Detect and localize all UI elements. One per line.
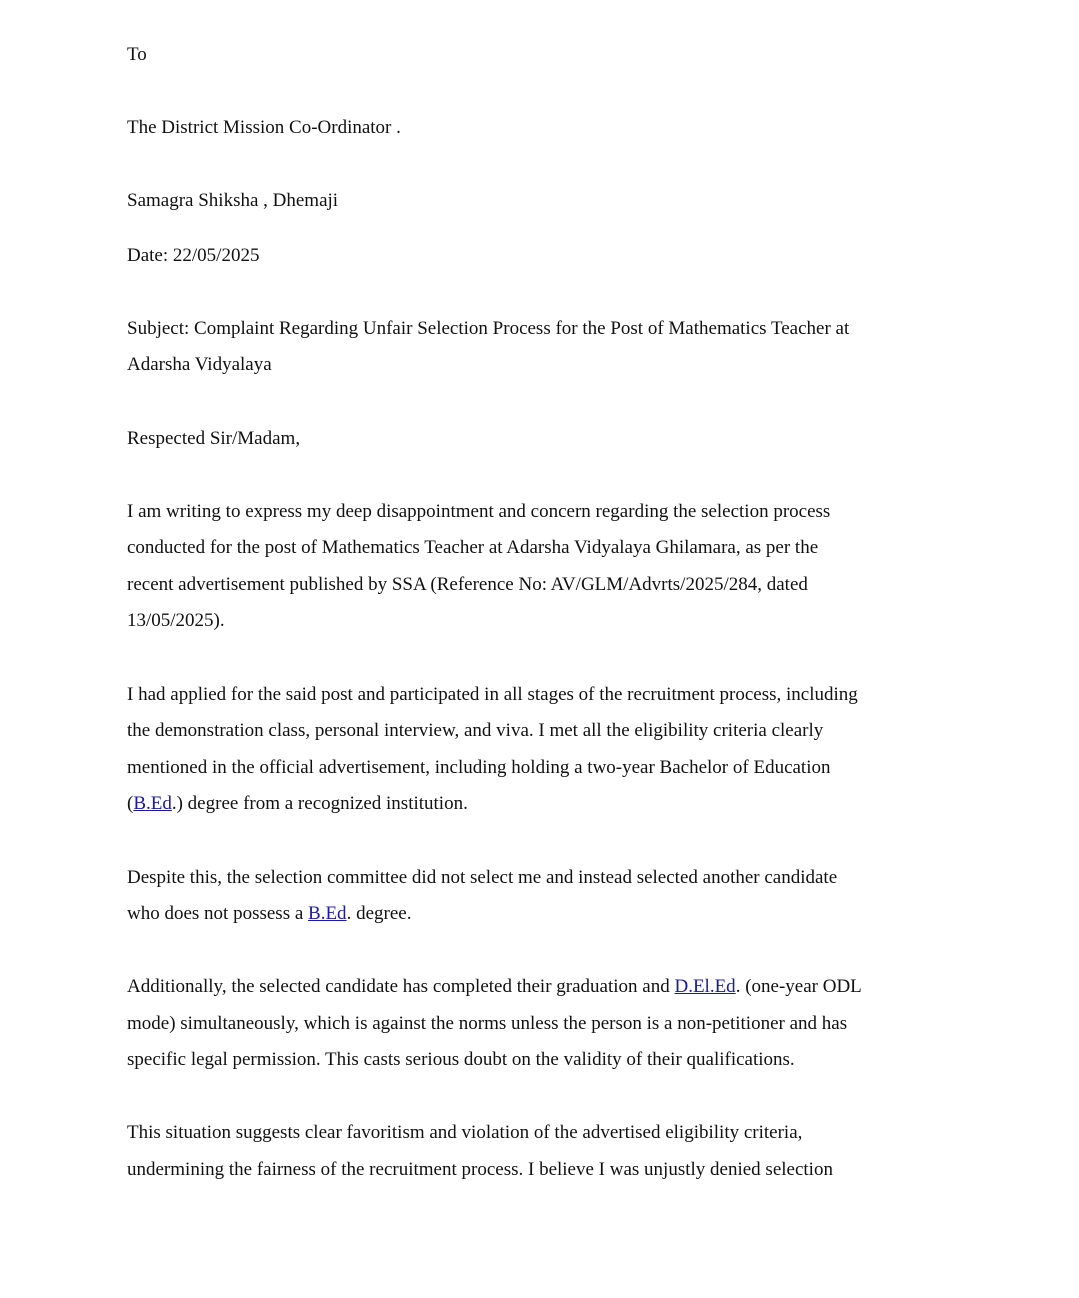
paragraph-4-line-1-prefix: Additionally, the selected candidate has completed their graduation and (127, 976, 675, 997)
subject-line-2: Adarsha Vidyalaya (127, 354, 272, 375)
letter-date: Date: 22/05/2025 (127, 245, 260, 266)
paragraph-1-line-1: I am writing to express my deep disappointment and concern regarding the selection process (127, 501, 831, 522)
paragraph-4-line-1-suffix: . (one-year ODL (735, 976, 862, 997)
paragraph-3-line-2 (127, 902, 411, 926)
addressee-to: To (127, 44, 147, 65)
paragraph-4-line-2: mode) simultaneously, which is against the norms unless the person is a non-petitioner and has (127, 1013, 848, 1034)
subject-line-1: Subject: Complaint Regarding Unfair Selection Process for the Post of Mathematics Teacher at (127, 318, 850, 339)
paragraph-1-line-2: conducted for the post of Mathematics Teacher at Adarsha Vidyalaya Ghilamara, as per the (127, 537, 819, 558)
bed-link[interactable]: B.Ed (133, 793, 172, 814)
paragraph-1-line-4: 13/05/2025). (127, 610, 225, 631)
paragraph-4-line-3: specific legal permission. This casts serious doubt on the validity of their qualifications. (127, 1049, 795, 1070)
paragraph-3-line-2-prefix: who does not possess a (127, 903, 309, 924)
bed-link[interactable]: B.Ed (308, 903, 347, 924)
paragraph-2-line-4-prefix: ( (127, 793, 134, 814)
paragraph-5-line-2: undermining the fairness of the recruitment process. I believe I was unjustly denied selection (127, 1159, 833, 1180)
recipient-office: Samagra Shiksha , Dhemaji (127, 190, 339, 211)
paragraph-3-line-2-suffix: . degree. (346, 903, 412, 924)
paragraph-2-line-1: I had applied for the said post and participated in all stages of the recruitment process, including (127, 684, 858, 705)
deled-link[interactable]: D.El.Ed (674, 976, 736, 997)
paragraph-2-line-4-suffix: .) degree from a recognized institution. (171, 793, 468, 814)
paragraph-2-line-3: mentioned in the official advertisement, including holding a two-year Bachelor of Education (127, 757, 831, 778)
paragraph-2-line-4 (127, 792, 468, 816)
salutation: Respected Sir/Madam, (127, 428, 301, 449)
paragraph-5-line-1: This situation suggests clear favoritism and violation of the advertised eligibility criteria, (127, 1122, 803, 1143)
paragraph-3-line-1: Despite this, the selection committee did not select me and instead selected another candidate (127, 867, 838, 888)
paragraph-4-line-1 (127, 975, 862, 999)
recipient-title: The District Mission Co-Ordinator . (127, 117, 401, 138)
paragraph-1-line-3: recent advertisement published by SSA (Reference No: AV/GLM/Advrts/2025/284, dated (127, 574, 808, 595)
paragraph-2-line-2: the demonstration class, personal interview, and viva. I met all the eligibility criteria clearly (127, 720, 824, 741)
